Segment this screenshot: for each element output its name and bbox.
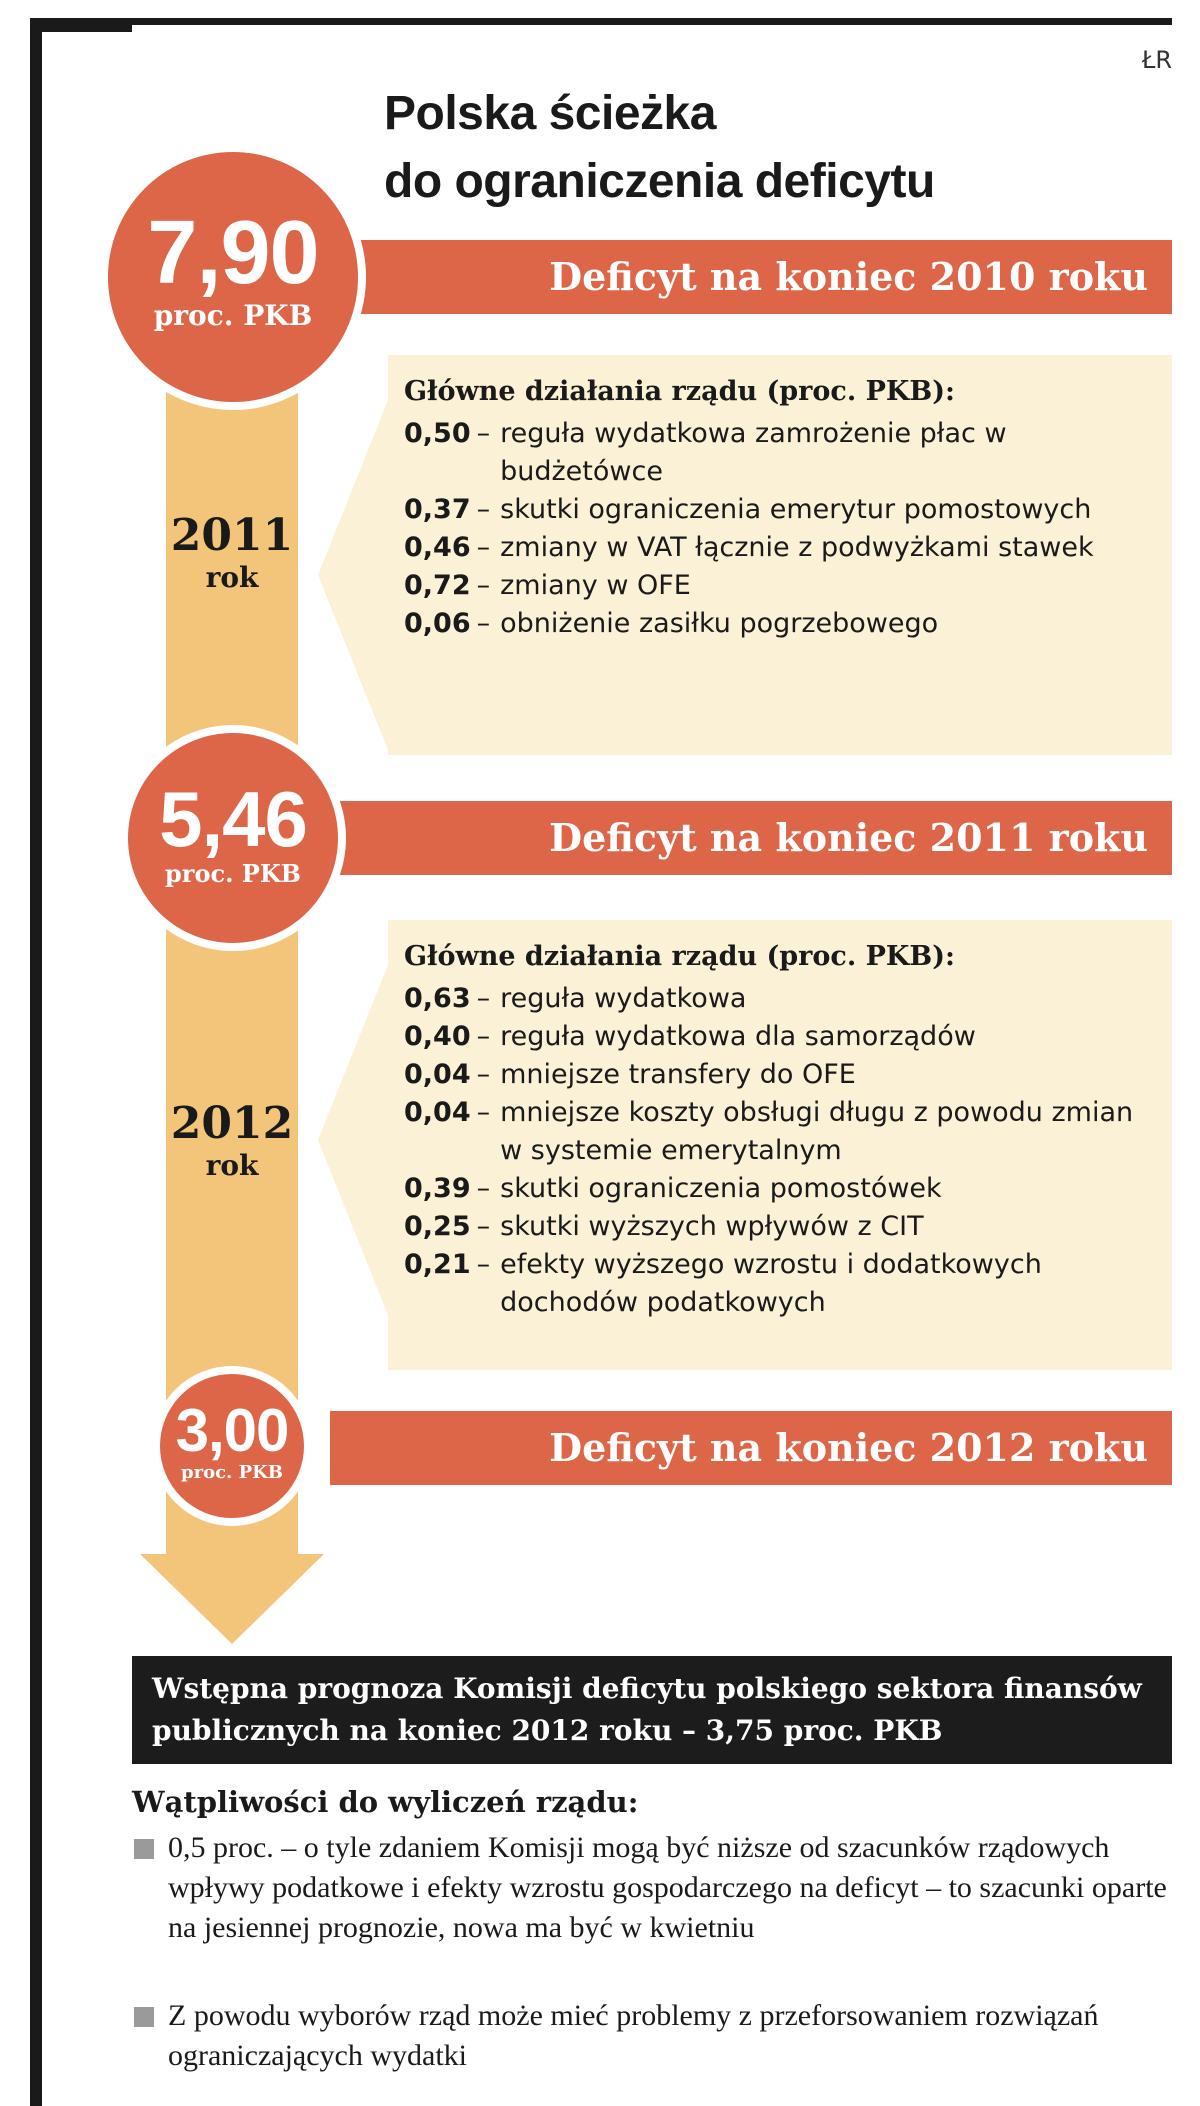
list-item <box>404 1094 1154 1170</box>
doubt-text: Z powodu wyborów rząd może mieć problemy z przeforsowaniem rozwiązań ograniczających wydatki <box>168 1999 1099 2072</box>
frame-top-rule <box>30 18 1172 25</box>
deficit-unit: proc. PKB <box>153 299 313 332</box>
list-item <box>404 980 1154 1018</box>
item-dash: – <box>476 1059 491 1090</box>
year-label-2011 <box>166 512 298 596</box>
item-description: efekty wyższego wzrostu i dodatkowych dochodów podatkowych <box>500 1249 1042 1318</box>
frame-corner <box>30 18 132 32</box>
list-item <box>404 415 1154 491</box>
timeline-arrow-head <box>140 1554 324 1644</box>
list-item <box>404 1056 1154 1094</box>
item-dash: – <box>476 1021 491 1052</box>
item-value: 0,46 <box>404 532 471 563</box>
deficit-value: 5,46 <box>159 775 307 863</box>
deficit-unit: proc. PKB <box>181 1462 283 1483</box>
item-description: reguła wydatkowa <box>500 983 747 1014</box>
item-description: zmiany w OFE <box>500 570 691 601</box>
list-item <box>404 491 1154 529</box>
banner-deficit-2011 <box>330 801 1172 875</box>
doubt-item <box>132 1996 1172 2076</box>
doubts-heading: Wątpliwości do wyliczeń rządu: <box>132 1785 639 1819</box>
deficit-circle-2010 <box>100 144 366 410</box>
year-number: 2011 <box>170 510 294 561</box>
deficit-circle-2011 <box>120 725 346 951</box>
year-suffix: rok <box>205 561 259 594</box>
item-dash: – <box>476 494 491 525</box>
item-description: obniżenie zasiłku pogrzebowego <box>500 608 939 639</box>
page-title <box>384 80 1084 216</box>
list-item <box>404 1208 1154 1246</box>
list-item <box>404 1246 1154 1322</box>
panel-heading: Główne działania rządu (proc. PKB): <box>404 376 955 407</box>
item-description: mniejsze transfery do OFE <box>500 1059 856 1090</box>
item-value: 0,06 <box>404 608 471 639</box>
doubt-text: 0,5 proc. – o tyle zdaniem Komisji mogą być niższe od szacunków rządowych wpływy podatkowe i efekty wzrostu gospodarczego na deficyt – to szacunki oparte na jesiennej prognozie, nowa ma być w kwietniu <box>168 1831 1167 1944</box>
banner-label: Deficyt na koniec 2011 roku <box>549 815 1148 860</box>
panel-pointer <box>318 395 390 755</box>
item-value: 0,40 <box>404 1021 471 1052</box>
item-description: reguła wydatkowa zamrożenie płac w budżetówce <box>500 418 1007 487</box>
item-dash: – <box>476 1097 491 1128</box>
item-dash: – <box>476 1249 491 1280</box>
deficit-value: 3,00 <box>175 1397 289 1464</box>
banner-deficit-2012 <box>330 1411 1172 1485</box>
banner-label: Deficyt na koniec 2012 roku <box>549 1425 1148 1470</box>
year-number: 2012 <box>170 1098 294 1149</box>
panel-pointer <box>318 960 390 1320</box>
item-description: zmiany w VAT łącznie z podwyżkami stawek <box>500 532 1094 563</box>
item-value: 0,04 <box>404 1097 471 1128</box>
item-description: skutki wyższych wpływów z CIT <box>500 1211 924 1242</box>
item-dash: – <box>476 608 491 639</box>
item-dash: – <box>476 1173 491 1204</box>
item-description: skutki ograniczenia emerytur pomostowych <box>500 494 1092 525</box>
item-value: 0,63 <box>404 983 471 1014</box>
title-line-2: do ograniczenia deficytu <box>384 155 935 208</box>
item-value: 0,21 <box>404 1249 471 1280</box>
actions-panel-2012 <box>388 920 1172 1370</box>
list-item <box>404 529 1154 567</box>
list-item <box>404 1170 1154 1208</box>
item-value: 0,39 <box>404 1173 471 1204</box>
doubt-item <box>132 1828 1172 1948</box>
year-label-2012 <box>166 1100 298 1184</box>
year-suffix: rok <box>205 1149 259 1182</box>
bullet-square-icon <box>134 2007 154 2027</box>
deficit-unit: proc. PKB <box>165 859 301 888</box>
banner-deficit-2010 <box>330 240 1172 314</box>
item-description: skutki ograniczenia pomostówek <box>500 1173 942 1204</box>
item-value: 0,04 <box>404 1059 471 1090</box>
item-description: reguła wydatkowa dla samorządów <box>500 1021 976 1052</box>
item-dash: – <box>476 418 491 449</box>
item-description: mniejsze koszty obsługi długu z powodu zmian w systemie emerytalnym <box>500 1097 1134 1166</box>
item-dash: – <box>476 532 491 563</box>
panel-heading: Główne działania rządu (proc. PKB): <box>404 941 955 972</box>
author-credit: ŁR <box>1141 46 1172 74</box>
item-value: 0,37 <box>404 494 471 525</box>
deficit-value: 7,90 <box>147 203 319 303</box>
list-item <box>404 567 1154 605</box>
item-dash: – <box>476 1211 491 1242</box>
banner-label: Deficyt na koniec 2010 roku <box>549 254 1148 299</box>
commission-forecast-box: Wstępna prognoza Komisji deficytu polskiego sektora finansów publicznych na koniec 2012 roku – 3,75 proc. PKB <box>132 1656 1172 1764</box>
item-value: 0,25 <box>404 1211 471 1242</box>
frame-left-rule <box>30 18 42 2106</box>
item-value: 0,72 <box>404 570 471 601</box>
title-line-1: Polska ścieżka <box>384 87 716 140</box>
actions-panel-2011 <box>388 355 1172 755</box>
bullet-square-icon <box>134 1839 154 1859</box>
item-value: 0,50 <box>404 418 471 449</box>
item-dash: – <box>476 983 491 1014</box>
list-item <box>404 1018 1154 1056</box>
item-dash: – <box>476 570 491 601</box>
deficit-circle-2012 <box>152 1366 312 1526</box>
list-item <box>404 605 1154 643</box>
